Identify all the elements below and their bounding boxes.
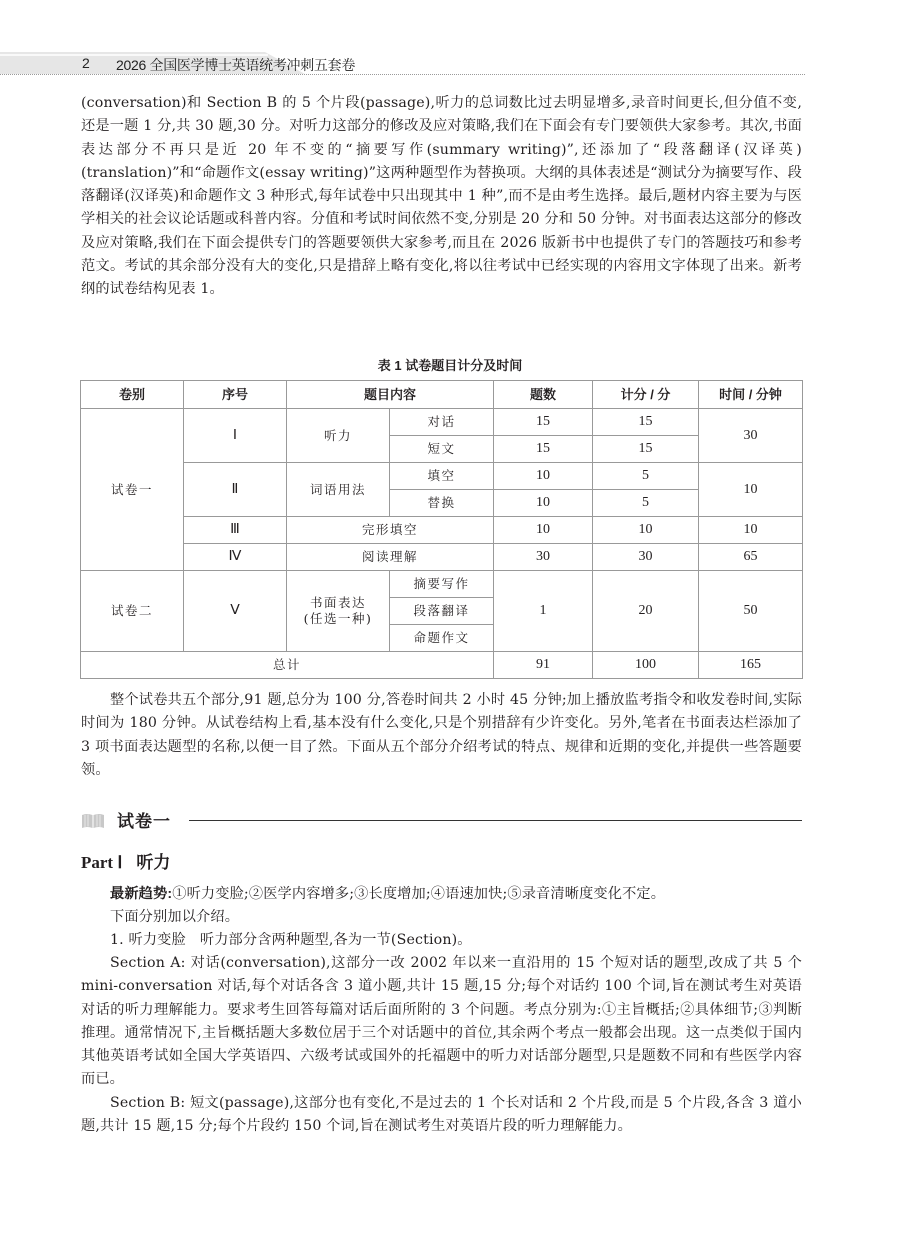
page-number: 2: [82, 55, 90, 71]
part-number: Ⅱ: [184, 463, 287, 517]
sub-part-name: 段落翻译: [390, 598, 494, 625]
summary-paragraph: 整个试卷共五个部分,91 题,总分为 100 分,答卷时间共 2 小时 45 分钟;加上播放监考指令和收发卷时间,实际时间为 180 分钟。从试卷结构上看,基本没有什么变化,只是个别措辞有少许变化。另外,笔者在书面表达栏添加了 3 项书面表达题型的名称,以便一目了然。下面从五个部分介绍考试的特点、规律和近期的变化,并提供一些答题要领。: [81, 692, 802, 778]
section-a-paragraph: Section A: 对话(conversation),这部分一改 2002 年以来一直沿用的 15 个短对话的题型,改成了共 5 个 mini-conversation 对话,每个对话各含 3 道小题,共计 15 题,15 分;每个对话约 100 个词,旨在测试考生对英语对话的听力理解能力。要求考生回答每篇对话后面所附的 3 个问题。考点分别为:①主旨概括;②具体细节;③判断推理。通常情况下,主旨概括题大多数位居于三个对话题中的首位,其余两个考点一般都会出现。这一点类似于国内其他英语考试如全国大学英语四、六级考试或国外的托福题中的听力对话部分题型,只是题数不同和有些医学内容而已。: [81, 955, 802, 1088]
item-1-line: [81, 929, 802, 952]
open-book-icon: [81, 813, 105, 829]
sub-part-name: 命题作文: [390, 625, 494, 652]
item-1-text: 听力部分含两种题型,各为一节(Section)。: [199, 932, 472, 948]
item-score: 15: [593, 436, 699, 463]
total-score: 100: [593, 652, 699, 679]
col-header-paper: 卷别: [81, 381, 184, 409]
sub-part-name: 填空: [390, 463, 494, 490]
book-title: 2026 全国医学博士英语统考冲刺五套卷: [116, 57, 356, 73]
item-count: 10: [494, 490, 593, 517]
item-score: 30: [593, 544, 699, 571]
item-1-lead: 1. 听力变脸: [110, 932, 186, 948]
sub-part-name: 替换: [390, 490, 494, 517]
item-count: 15: [494, 409, 593, 436]
item-time: 10: [699, 517, 803, 544]
part-name: 阅读理解: [287, 544, 494, 571]
intro-line: 下面分别加以介绍。: [110, 909, 240, 925]
table-row: [81, 463, 803, 490]
part-heading: [81, 848, 170, 873]
table-caption: 表 1 试卷题目计分及时间: [377, 358, 523, 373]
item-count: 15: [494, 436, 593, 463]
part-number: Ⅳ: [184, 544, 287, 571]
item-score: 10: [593, 517, 699, 544]
col-header-count: 题数: [494, 381, 593, 409]
part-label: Part Ⅰ: [81, 853, 123, 872]
sub-part-name: 短文: [390, 436, 494, 463]
trends-lead: 最新趋势:: [110, 886, 173, 902]
part-number: Ⅴ: [184, 571, 287, 652]
part-number: Ⅰ: [184, 409, 287, 463]
total-label: 总计: [81, 652, 494, 679]
trends-text: ①听力变脸;②医学内容增多;③长度增加;④语速加快;⑤录音清晰度变化不定。: [172, 886, 666, 902]
col-header-number: 序号: [184, 381, 287, 409]
item-count: 30: [494, 544, 593, 571]
col-header-content: 题目内容: [287, 381, 494, 409]
item-score: 5: [593, 463, 699, 490]
exam-structure-table: [80, 380, 803, 679]
item-time: 50: [699, 571, 803, 652]
part-name: 听力: [287, 409, 390, 463]
intro-paragraph: (conversation)和 Section B 的 5 个片段(passage),听力的总词数比过去明显增多,录音时间更长,但分值不变,还是一题 1 分,共 30 题,30 分。对听力这部分的修改及应对策略,我们在下面会有专门要领供大家参考。其次,书面表达部分不再只是近 20 年不变的“摘要写作(summary writing)”,还添加了“段落翻译(汉译英)(translation)”和“命题作文(essay writing)”这两种题型作为替换项。大纲的具体表述是“测试分为摘要写作、段落翻译(汉译英)和命题作文 3 种形式,每年试卷中只出现其中 1 种”,而不是由考生选择。最后,题材内容主要为与医学相关的社会议论话题或科普内容。分值和考试时间依然不变,分别是 20 分和 50 分钟。对书面表达这部分的修改及应对策略,我们在下面会提供专门的答题要领供大家参考,而且在 2026 版新书中也提供了专门的答题技巧和参考范文。考试的其余部分没有大的变化,只是措辞上略有变化,将以往考试中已经实现的内容用文字体现了出来。新考纲的试卷结构见表 1。: [81, 95, 802, 298]
sub-part-name: 对话: [390, 409, 494, 436]
item-count: 10: [494, 463, 593, 490]
part-number: Ⅲ: [184, 517, 287, 544]
part-name: 词语用法: [287, 463, 390, 517]
table-row: [81, 517, 803, 544]
total-count: 91: [494, 652, 593, 679]
table-total-row: [81, 652, 803, 679]
col-header-time: 时间 / 分钟: [699, 381, 803, 409]
section-b-paragraph: Section B: 短文(passage),这部分也有变化,不是过去的 1 个长对话和 2 个片段,而是 5 个片段,各含 3 道小题,共计 15 题,15 分;每个片段约 150 个词,旨在测试考生对英语片段的听力理解能力。: [81, 1095, 802, 1135]
paper-one-cell: 试卷一: [81, 409, 184, 571]
part-name: [287, 571, 390, 652]
item-score: 15: [593, 409, 699, 436]
item-count: 1: [494, 571, 593, 652]
paper-two-cell: 试卷二: [81, 571, 184, 652]
part-name: 完形填空: [287, 517, 494, 544]
part-name-line2: (任选一种): [303, 611, 373, 626]
item-score: 20: [593, 571, 699, 652]
item-score: 5: [593, 490, 699, 517]
section-heading: [81, 805, 802, 835]
table-header-row: [81, 381, 803, 409]
part-name-line1: 书面表达: [309, 595, 366, 610]
sub-part-name: 摘要写作: [390, 571, 494, 598]
table-row: [81, 409, 803, 436]
table-row: [81, 544, 803, 571]
item-time: 10: [699, 463, 803, 517]
section-rule: [189, 820, 802, 821]
col-header-score: 计分 / 分: [593, 381, 699, 409]
item-count: 10: [494, 517, 593, 544]
section-title: 试卷一: [117, 812, 171, 832]
total-time: 165: [699, 652, 803, 679]
table-row: [81, 571, 803, 598]
item-time: 65: [699, 544, 803, 571]
trends-line: [81, 883, 802, 906]
item-time: 30: [699, 409, 803, 463]
part-title: 听力: [136, 853, 171, 872]
